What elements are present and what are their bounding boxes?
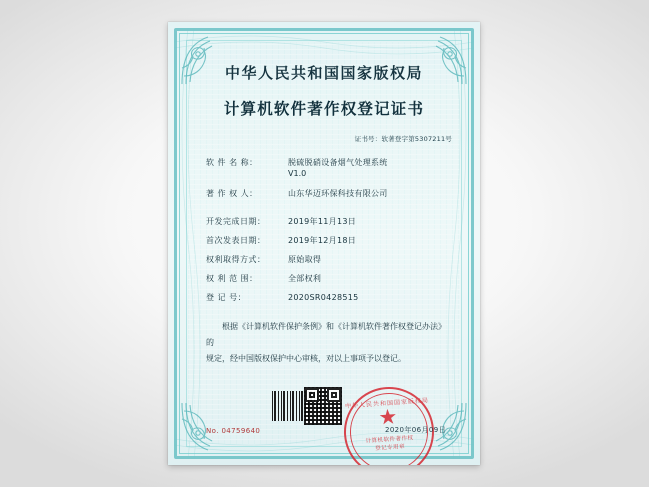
field-value: 2019年12月18日	[288, 236, 357, 245]
qr-code	[304, 387, 342, 425]
certificate-footer	[206, 425, 446, 435]
legal-statement-line-1: 根据《计算机软件保护条例》和《计算机软件著作权登记办法》的	[206, 322, 442, 347]
field-value: 2020SR0428515	[288, 293, 359, 302]
field-rights-scope	[206, 273, 450, 284]
field-software-version: V1.0	[288, 169, 307, 178]
field-label: 著 作 权 人：	[206, 189, 258, 198]
certificate-number-value: 软著登字第5307211号	[381, 135, 452, 143]
field-development-completion-date	[206, 216, 450, 227]
field-value: 原始取得	[288, 255, 322, 264]
certificate-title: 计算机软件著作权登记证书	[223, 100, 425, 118]
field-first-publication-date	[206, 235, 450, 246]
certificate-content	[192, 48, 456, 453]
issuing-authority-title: 中华人民共和国国家版权局	[224, 64, 423, 82]
field-value: 山东华迈环保科技有限公司	[288, 189, 388, 198]
field-value: 全部权利	[288, 274, 322, 283]
official-seal: 中华人民共和国国家版权局 ★ 计算机软件著作权 登记专用章	[341, 384, 437, 465]
copyright-certificate	[168, 22, 480, 465]
seal-middle-line-1: 计算机软件著作权	[365, 435, 414, 445]
field-value: 脱硫脱硝设备烟气处理系统	[288, 158, 388, 167]
field-label: 开发完成日期：	[206, 217, 266, 226]
certificate-number	[192, 134, 456, 143]
field-label: 软 件 名 称：	[206, 158, 258, 167]
spacer	[206, 207, 450, 216]
field-label: 权 利 范 围：	[206, 274, 258, 283]
issue-date: 2020年06月09日	[384, 426, 446, 434]
legal-statement-line-2: 规定，经中国版权保护中心审核，对以上事项予以登记。	[206, 354, 406, 363]
serial-number: No. 04759640	[206, 427, 261, 435]
field-rights-acquisition-method	[206, 254, 450, 265]
field-registration-number	[206, 292, 450, 303]
certificate-number-label: 证书号：	[354, 135, 382, 143]
legal-statement	[192, 319, 456, 367]
field-software-name	[206, 157, 450, 168]
field-label: 首次发表日期：	[206, 236, 266, 245]
field-copyright-owner	[206, 188, 450, 199]
seal-middle-line-2: 登记专用章	[374, 443, 406, 453]
seal-top-text: 中华人民共和国国家版权局	[344, 397, 430, 410]
field-label: 权利取得方式：	[206, 255, 266, 264]
field-value: 2019年11月13日	[288, 217, 357, 226]
field-list	[192, 157, 456, 303]
field-label: 登 记 号：	[206, 293, 247, 302]
